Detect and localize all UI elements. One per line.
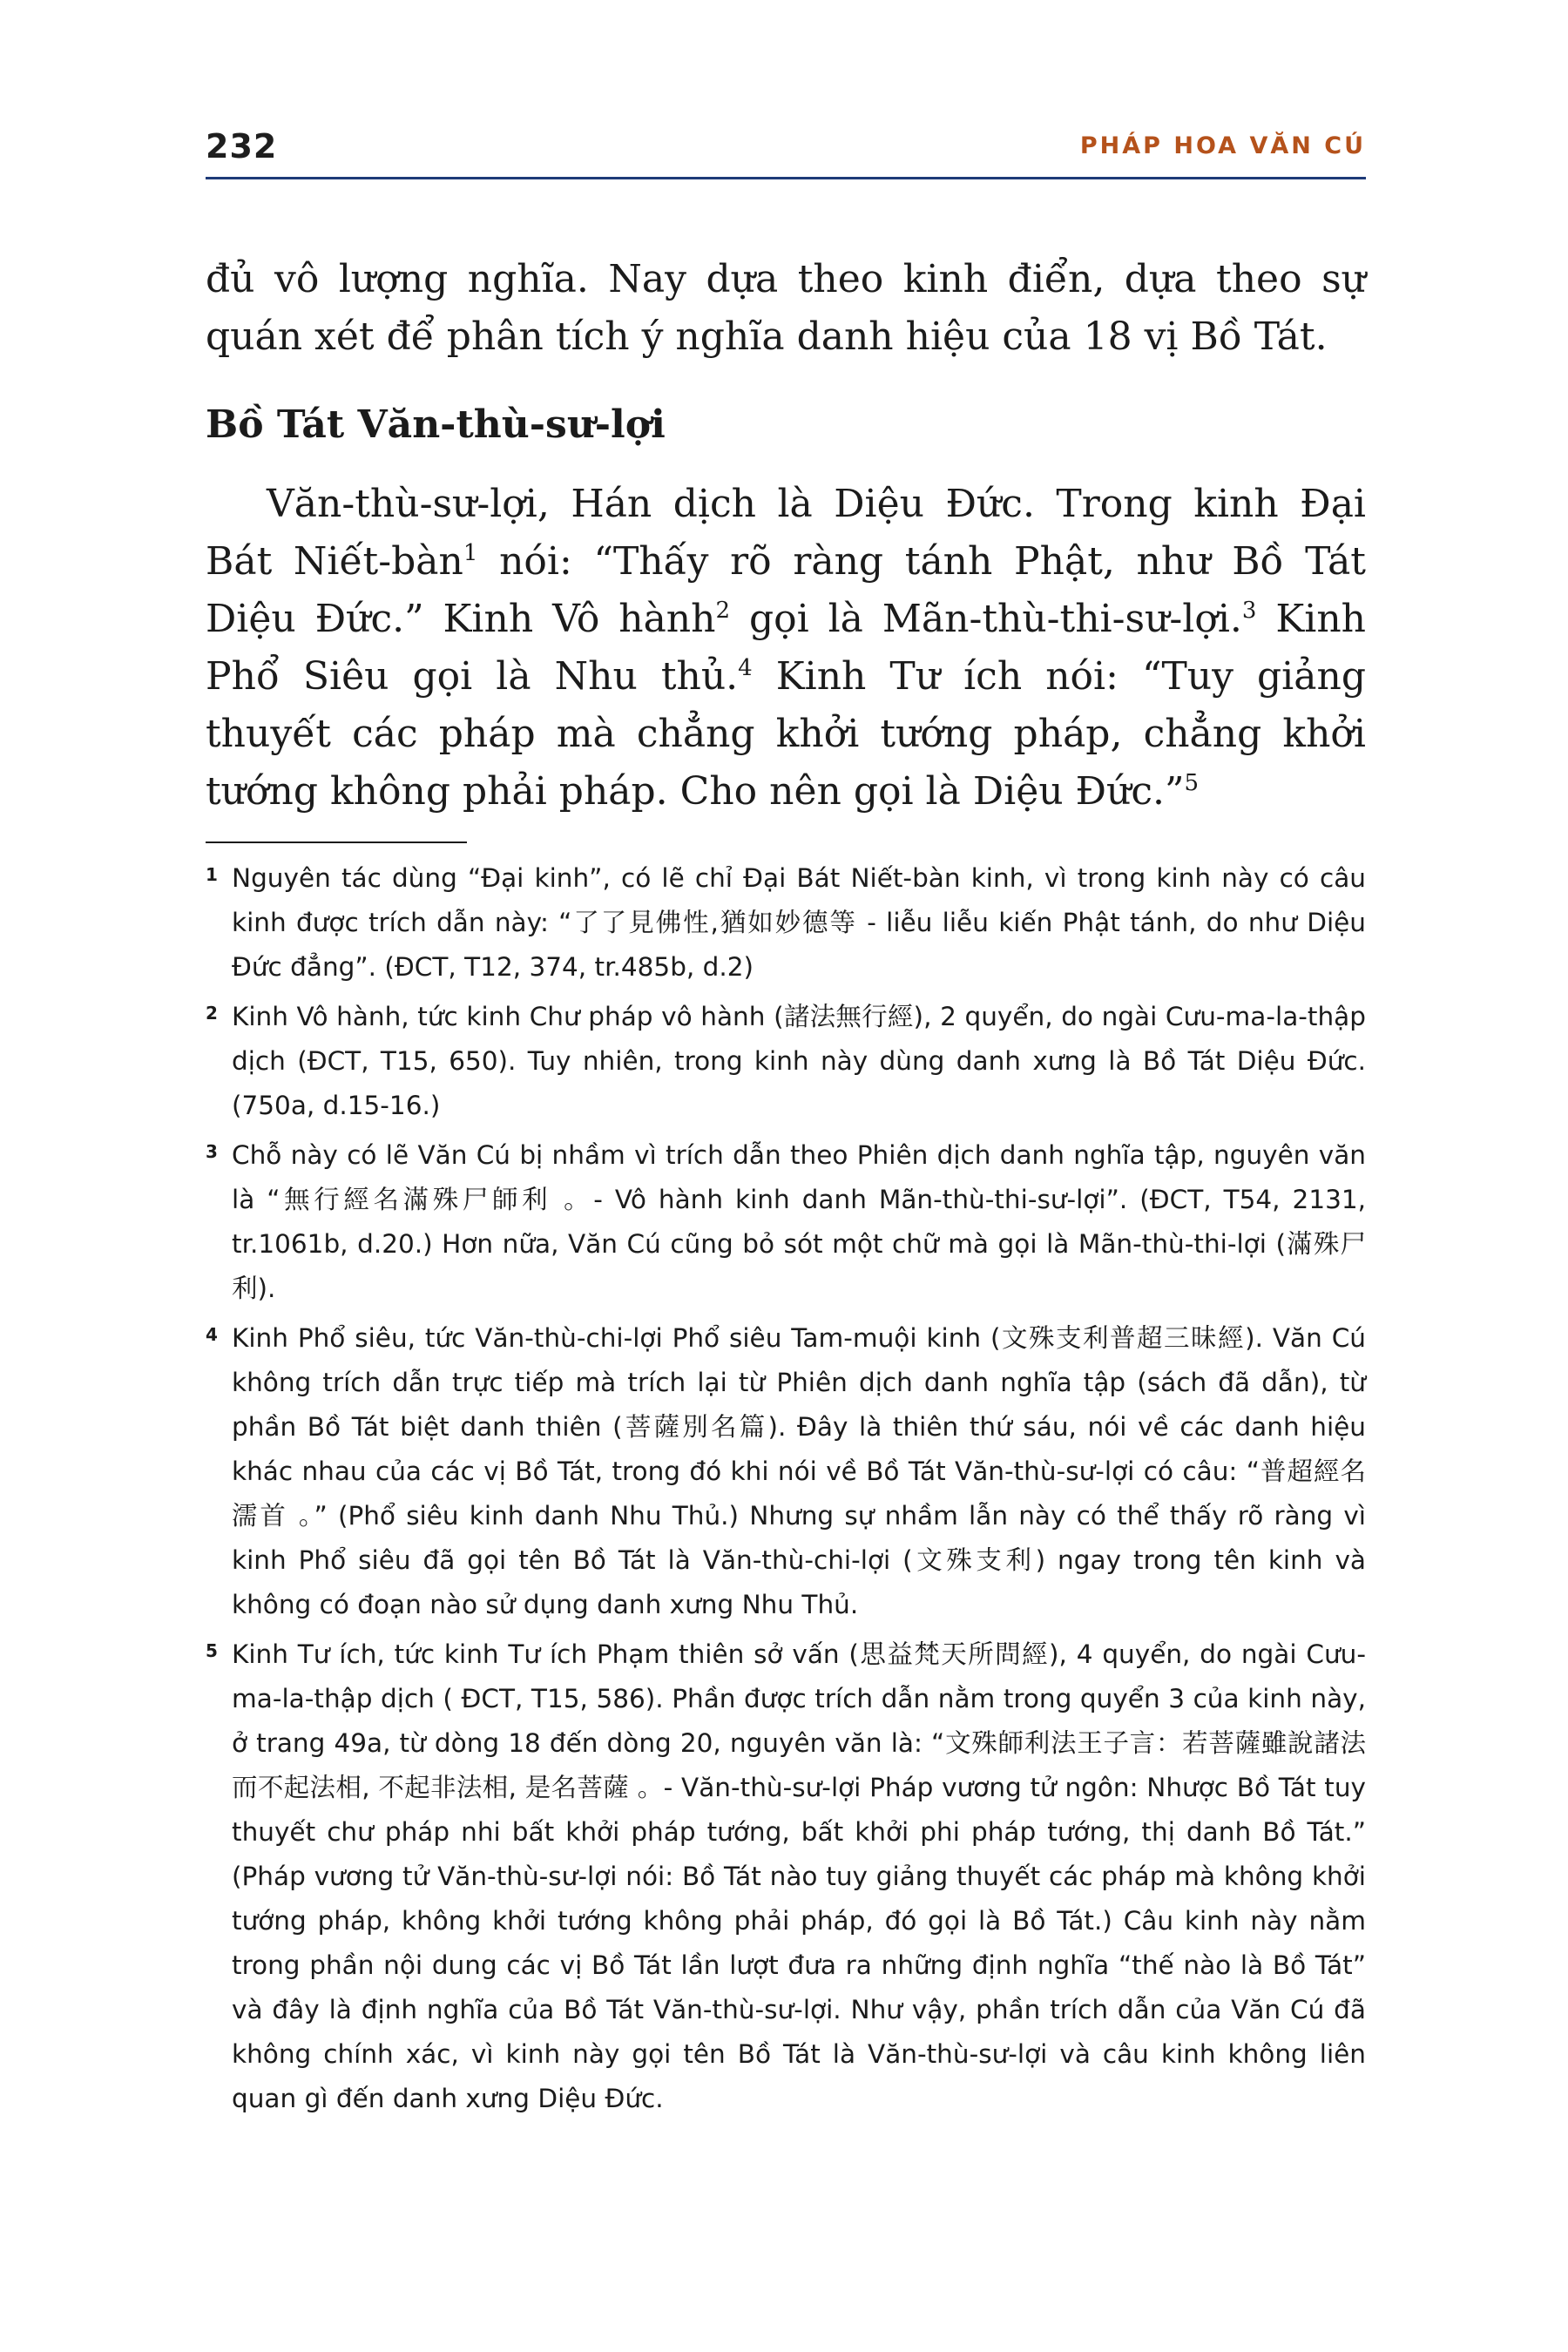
header-rule [206, 177, 1366, 179]
footnote-1 [206, 856, 1366, 990]
footnote-ref-5[interactable]: 5 [1184, 770, 1200, 796]
paragraph-segment: gọi là Mãn-thù-thi-sư-lợi. [730, 597, 1242, 641]
footnote-number: 1 [206, 864, 218, 885]
paragraph-segment: Kinh Tư ích nói: “Tuy giảng thuyết các pháp mà chẳng khởi tướng pháp, chẳng khởi tướng không phải pháp. Cho nên gọi là Diệu Đức.” [206, 654, 1366, 814]
running-title: PHÁP HOA VĂN CÚ [1079, 132, 1366, 159]
footnote-ref-4[interactable]: 4 [738, 655, 753, 681]
footnote-ref-2[interactable]: 2 [715, 598, 731, 624]
body-paragraph [206, 476, 1366, 821]
paragraph-segment: nói: “Thấy rõ ràng tánh Phật, như Bồ Tát Diệu Đức.” Kinh Vô hành [206, 539, 1366, 641]
footnote-text: Kinh Phổ siêu, tức Văn-thù-chi-lợi Phổ siêu Tam-muội kinh (文殊支利普超三昧經). Văn Cú không trích dẫn trực tiếp mà trích lại từ Phiên dịch danh nghĩa tập (sách đã dẫn), từ phần Bồ Tát biệt danh thiên (菩薩別名篇). Đây là thiên thứ sáu, nói về các danh hiệu khác nhau của các vị Bồ Tát, trong đó khi nói về Bồ Tát Văn-thù-sư-lợi có câu: “普超經名濡首 。” (Phổ siêu kinh danh Nhu Thủ.) Nhưng sự nhầm lẫn này có thể thấy rõ ràng vì kinh Phổ siêu đã gọi tên Bồ Tát là Văn-thù-chi-lợi (文殊支利) ngay trong tên kinh và không có đoạn nào sử dụng danh xưng Nhu Thủ. [232, 1323, 1366, 1619]
paragraph-segment: Văn-thù-sư-lợi, Hán dịch là Diệu Đức. Trong kinh Đại Bát Niết-bàn [206, 482, 1366, 584]
section-heading: Bồ Tát Văn-thù-sư-lợi [206, 402, 666, 447]
footnote-number: 3 [206, 1141, 218, 1162]
footnote-text: Nguyên tác dùng “Đại kinh”, có lẽ chỉ Đại Bát Niết-bàn kinh, vì trong kinh này có câu kinh được trích dẫn này: “了了見佛性,猶如妙德等 - liễu liễu kiến Phật tánh, do như Diệu Đức đẳng”. (ĐCT, T12, 374, tr.485b, d.2) [232, 863, 1366, 982]
footnote-4 [206, 1316, 1366, 1627]
intro-text: đủ vô lượng nghĩa. Nay dựa theo kinh điển, dựa theo sự quán xét để phân tích ý nghĩa danh hiệu của 18 vị Bồ Tát. [206, 257, 1366, 359]
intro-paragraph [206, 251, 1366, 366]
paragraph-segment: Kinh Phổ Siêu gọi là Nhu thủ. [206, 597, 1366, 699]
footnote-number: 5 [206, 1640, 218, 1661]
footnote-text: Kinh Tư ích, tức kinh Tư ích Phạm thiên sở vấn (思益梵天所問經), 4 quyển, do ngài Cưu-ma-la-thập dịch ( ĐCT, T15, 586). Phần được trích dẫn nằm trong quyển 3 của kinh này, ở trang 49a, từ dòng 18 đến dòng 20, nguyên văn là: “文殊師利法王子言：若菩薩雖說諸法而不起法相, 不起非法相, 是名菩薩 。- Văn-thù-sư-lợi Pháp vương tử ngôn: Nhược Bồ Tát tuy thuyết chư pháp nhi bất khởi pháp tướng, bất khởi phi pháp tướng, thị danh Bồ Tát.” (Pháp vương tử Văn-thù-sư-lợi nói: Bồ Tát nào tuy giảng thuyết các pháp mà không khởi tướng pháp, không khởi tướng không phải pháp, đó gọi là Bồ Tát.) Câu kinh này nằm trong phần nội dung các vị Bồ Tát lần lượt đưa ra những định nghĩa “thế nào là Bồ Tát” và đây là định nghĩa của Bồ Tát Văn-thù-sư-lợi. Như vậy, phần trích dẫn của Văn Cú đã không chính xác, vì kinh này gọi tên Bồ Tát là Văn-thù-sư-lợi và câu kinh không liên quan gì đến danh xưng Diệu Đức. [232, 1639, 1366, 2113]
footnote-ref-1[interactable]: 1 [463, 540, 478, 566]
footnote-number: 4 [206, 1324, 218, 1345]
footnote-ref-3[interactable]: 3 [1241, 598, 1257, 624]
footnote-3 [206, 1133, 1366, 1311]
footnotes [206, 856, 1366, 2126]
footnote-number: 2 [206, 1003, 218, 1024]
page-number: 232 [206, 127, 278, 166]
footnote-separator [206, 841, 467, 843]
footnote-5 [206, 1632, 1366, 2121]
page-header [206, 127, 1366, 179]
footnote-text: Chỗ này có lẽ Văn Cú bị nhầm vì trích dẫn theo Phiên dịch danh nghĩa tập, nguyên văn là “無行經名滿殊尸師利 。- Vô hành kinh danh Mãn-thù-thi-sư-lợi”. (ĐCT, T54, 2131, tr.1061b, d.20.) Hơn nữa, Văn Cú cũng bỏ sót một chữ mà gọi là Mãn-thù-thi-lợi (滿殊尸利). [232, 1140, 1366, 1303]
footnote-2 [206, 995, 1366, 1128]
footnote-text: Kinh Vô hành, tức kinh Chư pháp vô hành (諸法無行經), 2 quyển, do ngài Cưu-ma-la-thập dịch (ĐCT, T15, 650). Tuy nhiên, trong kinh này dùng danh xưng là Bồ Tát Diệu Đức. (750a, d.15-16.) [232, 1002, 1366, 1120]
